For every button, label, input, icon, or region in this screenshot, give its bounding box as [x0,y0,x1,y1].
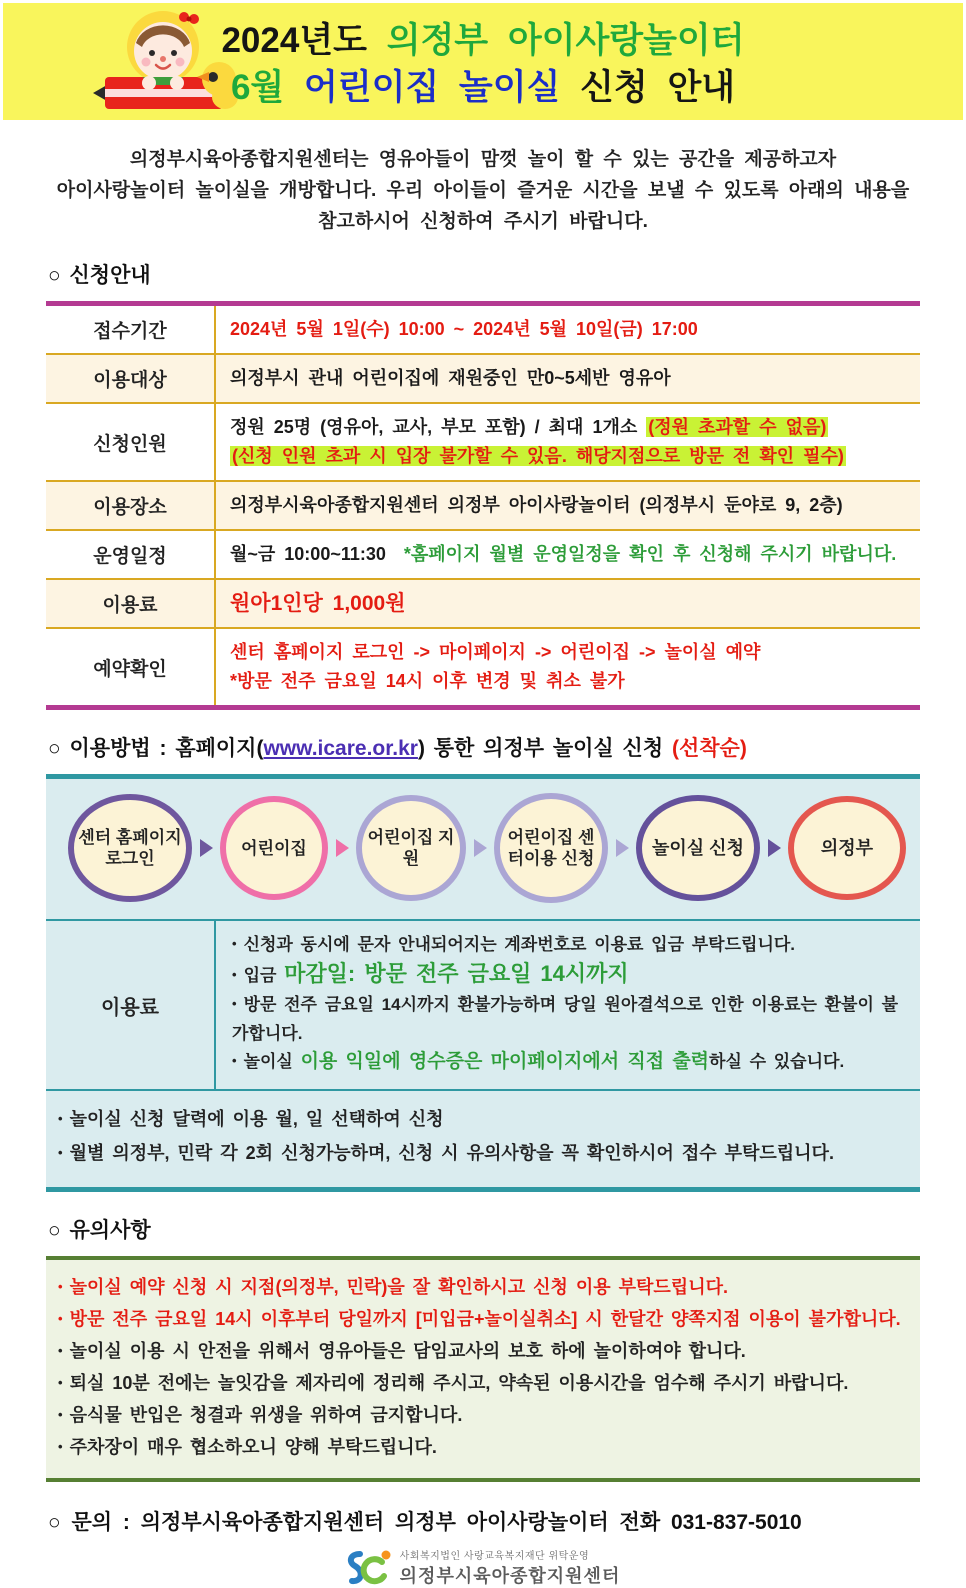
application-flow [46,779,920,919]
flow-step-center-use: 어린이집 센터이용 신청 [494,793,608,903]
notice-5: • 음식물 반입은 청결과 위생을 위하여 금지합니다. [58,1400,904,1432]
intro-line-1: 의정부시육아종합지원센터는 영유아들이 맘껏 놀이 할 수 있는 공간을 제공하고자 [129,149,837,170]
method-box [46,774,920,1192]
title-month: 6월 [230,68,285,107]
arrow-icon [768,839,781,857]
notice-1: • 놀이실 예약 신청 시 지점(의정부, 민락)을 잘 확인하시고 신청 이용 부탁드립니다. [58,1272,904,1304]
row-label: 이용장소 [46,482,216,529]
row-label: 신청인원 [46,404,216,480]
method-first-come-badge: (선착순) [671,737,747,760]
intro-line-3: 참고하시어 신청하여 주시기 바랍니다. [318,211,648,232]
flow-step-daycare: 어린이집 [220,796,328,900]
arrow-icon [200,839,213,857]
table-row-reception-period [46,306,920,355]
notice-2: • 방문 전주 금요일 14시 이후부터 당일까지 [미입금+놀이실취소] 시 한달간 양쪽지점 이용이 불가합니다. [58,1304,904,1336]
row-label: 이용료 [46,580,216,627]
capacity-highlight-1: (정원 초과할 수 없음) [648,417,827,437]
fee-bullet-4-prefix: 놀이실 [243,1052,301,1071]
fee-bullet-3: • 방문 전주 금요일 14시까지 환불가능하며 당일 원아결석으로 인한 이용료는 환불이 불가합니다. [232,991,904,1048]
fee-deadline: 마감일: 방문 전주 금요일 14시까지 [284,961,629,986]
flow-step-uijeongbu: 의정부 [788,796,906,900]
row-label: 이용대상 [46,355,216,402]
intro-line-2: 아이사랑놀이터 놀이실을 개방합니다. 우리 아이들이 즐거운 시간을 보낼 수 있도록 아래의 내용을 [56,180,910,201]
schedule-note: *홈페이지 월별 운영일정을 확인 후 신청해 주시기 바랍니다. [403,544,897,564]
fee-bullet-1: • 신청과 동시에 문자 안내되어지는 계좌번호로 이용료 입금 부탁드립니다. [232,931,904,960]
notice-6: • 주차장이 매우 협소하오니 양해 부탁드립니다. [58,1432,904,1464]
table-row-location [46,482,920,531]
method-notes [46,1091,920,1187]
table-row-fee [46,580,920,629]
reservation-note: *방문 전주 금요일 14시 이후 변경 및 취소 불가 [230,671,625,691]
logo-subtitle: 사회복지법인 사랑교육복지재단 위탁운영 [399,1550,590,1562]
title-line-1 [3,17,963,64]
flow-step-playroom-apply: 놀이실 신청 [636,795,760,901]
row-value: 2024년 5월 1일(수) 10:00 ~ 2024년 5월 10일(금) 17:00 [230,319,698,339]
title-year: 2024년도 [221,21,367,60]
fee-bullet-2 [232,960,904,991]
contact-line: ○ 문의 : 의정부시육아종합지원센터 의정부 아이사랑놀이터 전화 031-837-5010 [48,1511,802,1534]
notice-4: • 퇴실 10분 전에는 놀잇감을 제자리에 정리해 주시고, 약속된 이용시간을 엄수해 주시기 바랍니다. [58,1368,904,1400]
arrow-icon [336,839,349,857]
header-banner [3,3,963,120]
notice-box [46,1256,920,1482]
center-logo-icon [346,1546,392,1588]
capacity-highlight-2: (신청 인원 초과 시 입장 불가할 수 있음. 해당지점으로 방문 전 확인 필수) [232,446,844,466]
table-row-reservation-check [46,629,920,705]
poster-title [3,17,963,111]
row-label: 운영일정 [46,531,216,578]
fee-label: 이용료 [46,921,216,1089]
title-subject: 어린이집 놀이실 [303,68,561,107]
table-row-eligibility [46,355,920,404]
flow-step-daycare-support: 어린이집 지원 [356,795,466,901]
row-label: 접수기간 [46,306,216,353]
title-place: 의정부 아이사랑놀이터 [386,21,745,60]
fee-detail-row [46,921,920,1089]
reservation-path: 센터 홈페이지 로그인 -> 마이페이지 -> 어린이집 -> 놀이실 예약 [230,642,761,662]
table-row-capacity [46,404,920,482]
section-heading-apply: ○ 신청안내 [48,264,151,287]
website-link[interactable]: www.icare.or.kr [263,737,418,760]
row-value: 원아1인당 1,000원 [230,592,406,615]
method-note-1: • 놀이실 신청 달력에 이용 월, 일 선택하여 신청 [58,1103,904,1137]
title-suffix: 신청 안내 [580,68,736,107]
table-row-schedule [46,531,920,580]
row-value: 의정부시 관내 어린이집에 재원중인 만0~5세반 영유아 [230,368,671,388]
apply-info-table [46,301,920,710]
section-heading-method [48,732,920,762]
fee-bullet-4 [232,1048,904,1077]
center-logo [46,1546,920,1588]
method-prefix: ○ 이용방법 : 홈페이지( [48,737,264,760]
intro-paragraph [46,144,920,237]
schedule-hours: 월~금 10:00~11:30 [230,544,386,564]
capacity-text: 정원 25명 (영유아, 교사, 부모 포함) / 최대 1개소 [230,417,647,437]
title-line-2 [3,64,963,111]
arrow-icon [474,839,487,857]
method-mid: ) 통한 의정부 놀이실 신청 [417,737,672,760]
method-note-2: • 월별 의정부, 민락 각 2회 신청가능하며, 신청 시 유의사항을 꼭 확인하시어 접수 부탁드립니다. [58,1137,904,1171]
row-value: 의정부시육아종합지원센터 의정부 아이사랑놀이터 (의정부시 둔야로 9, 2층) [230,495,843,515]
fee-bullet-2-prefix: 입금 [243,966,285,985]
arrow-icon [616,839,629,857]
section-heading-notice: ○ 유의사항 [48,1219,151,1242]
fee-bullet-4-suffix: 하실 수 있습니다. [709,1052,845,1071]
fee-receipt-note: 이용 익일에 영수증은 마이페이지에서 직접 출력 [300,1051,710,1072]
flow-step-login: 센터 홈페이지 로그인 [68,794,192,902]
capacity-line-1 [230,413,906,442]
logo-title: 의정부시육아종합지원센터 [399,1565,621,1586]
notice-3: • 놀이실 이용 시 안전을 위해서 영유아들은 담임교사의 보호 하에 놀이하여야 합니다. [58,1336,904,1368]
capacity-line-2 [230,442,906,471]
row-label: 예약확인 [46,629,216,705]
